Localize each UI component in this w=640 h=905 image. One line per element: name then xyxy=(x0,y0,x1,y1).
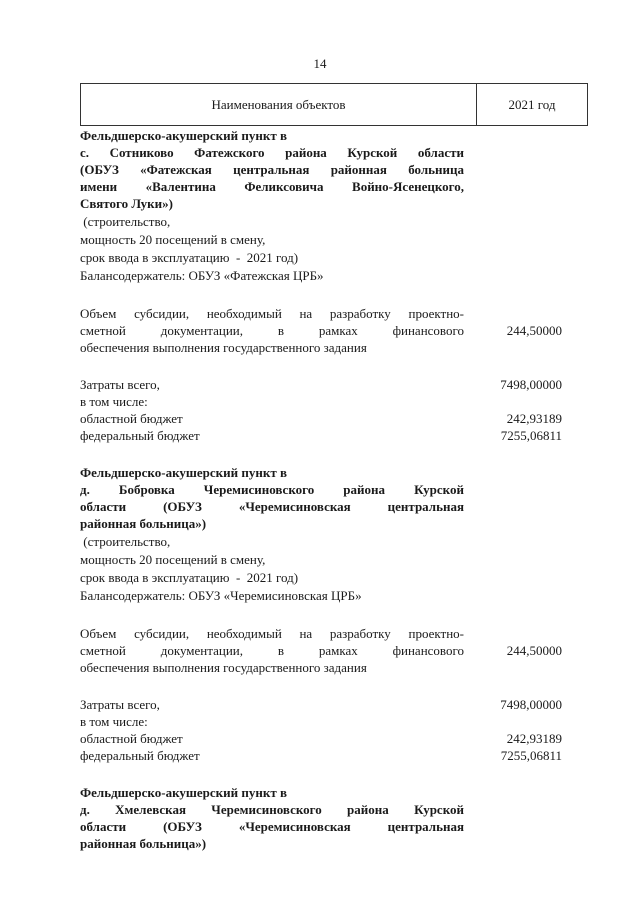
title-line: области (ОБУЗ «Черемисиновская центральная xyxy=(80,499,464,514)
title-line: Святого Луки») xyxy=(80,196,173,211)
object-title xyxy=(80,464,464,532)
federal-budget-value: 7255,06811 xyxy=(500,748,562,763)
title-line: районная больница») xyxy=(80,516,207,531)
costs-incl-label: в том числе: xyxy=(80,394,148,409)
federal-budget-value: 7255,06811 xyxy=(500,428,562,443)
subsidy-text xyxy=(80,625,464,676)
regional-budget-label: областной бюджет xyxy=(80,411,183,426)
object-title xyxy=(80,784,464,852)
subsidy-line: обеспечения выполнения государственного задания xyxy=(80,340,367,355)
costs-total-label: Затраты всего, xyxy=(80,377,160,392)
title-line: районная больница») xyxy=(80,836,207,851)
table-header xyxy=(80,83,588,126)
title-line: д. Бобровка Черемисиновского района Курской xyxy=(80,482,464,497)
title-line: области (ОБУЗ «Черемисиновская центральная xyxy=(80,819,464,834)
regional-budget-value: 242,93189 xyxy=(506,411,562,426)
info-line: Балансодержатель: ОБУЗ «Фатежская ЦРБ» xyxy=(80,268,324,283)
object-title xyxy=(80,127,464,212)
title-line: Фельдшерско-акушерский пункт в xyxy=(80,128,287,143)
federal-budget-label: федеральный бюджет xyxy=(80,748,200,763)
info-line: срок ввода в эксплуатацию - 2021 год) xyxy=(80,570,299,585)
subsidy-row xyxy=(80,625,590,676)
subsidy-line: обеспечения выполнения государственного задания xyxy=(80,660,367,675)
regional-budget-value: 242,93189 xyxy=(506,731,562,746)
costs-total-value: 7498,00000 xyxy=(500,697,562,712)
object-block xyxy=(80,127,590,444)
subsidy-text xyxy=(80,305,464,356)
costs-total-label: Затраты всего, xyxy=(80,697,160,712)
info-line: (строительство, xyxy=(80,534,171,549)
costs-block xyxy=(80,696,590,764)
regional-budget-label: областной бюджет xyxy=(80,731,183,746)
title-line: с. Сотниково Фатежского района Курской области xyxy=(80,145,464,160)
subsidy-line: Объем субсидии, необходимый на разработку проектно- xyxy=(80,626,464,641)
costs-incl-label: в том числе: xyxy=(80,714,148,729)
subsidy-row xyxy=(80,305,590,356)
header-name-column: Наименования объектов xyxy=(81,84,477,125)
header-year-column: 2021 год xyxy=(508,96,556,112)
subsidy-line: сметной документации, в рамках финансового xyxy=(80,643,464,658)
title-line: д. Хмелевская Черемисиновского района Курской xyxy=(80,802,464,817)
subsidy-value: 244,50000 xyxy=(506,323,562,338)
title-line: (ОБУЗ «Фатежская центральная районная больница xyxy=(80,162,464,177)
federal-budget-label: федеральный бюджет xyxy=(80,428,200,443)
info-line: срок ввода в эксплуатацию - 2021 год) xyxy=(80,250,299,265)
title-line: Фельдшерско-акушерский пункт в xyxy=(80,465,287,480)
title-line: Фельдшерско-акушерский пункт в xyxy=(80,785,287,800)
subsidy-line: Объем субсидии, необходимый на разработку проектно- xyxy=(80,306,464,321)
info-line: (строительство, xyxy=(80,214,171,229)
subsidy-line: сметной документации, в рамках финансового xyxy=(80,323,464,338)
info-line: Балансодержатель: ОБУЗ «Черемисиновская ЦРБ» xyxy=(80,588,362,603)
object-info xyxy=(80,533,590,605)
table-body xyxy=(80,127,590,866)
page-number: 14 xyxy=(313,56,327,71)
title-line: имени «Валентина Феликсовича Войно-Ясенецкого, xyxy=(80,179,464,194)
object-block xyxy=(80,784,590,852)
costs-total-value: 7498,00000 xyxy=(500,377,562,392)
object-block xyxy=(80,464,590,764)
subsidy-value: 244,50000 xyxy=(506,643,562,658)
costs-block xyxy=(80,376,590,444)
info-line: мощность 20 посещений в смену, xyxy=(80,552,266,567)
object-info xyxy=(80,213,590,285)
info-line: мощность 20 посещений в смену, xyxy=(80,232,266,247)
